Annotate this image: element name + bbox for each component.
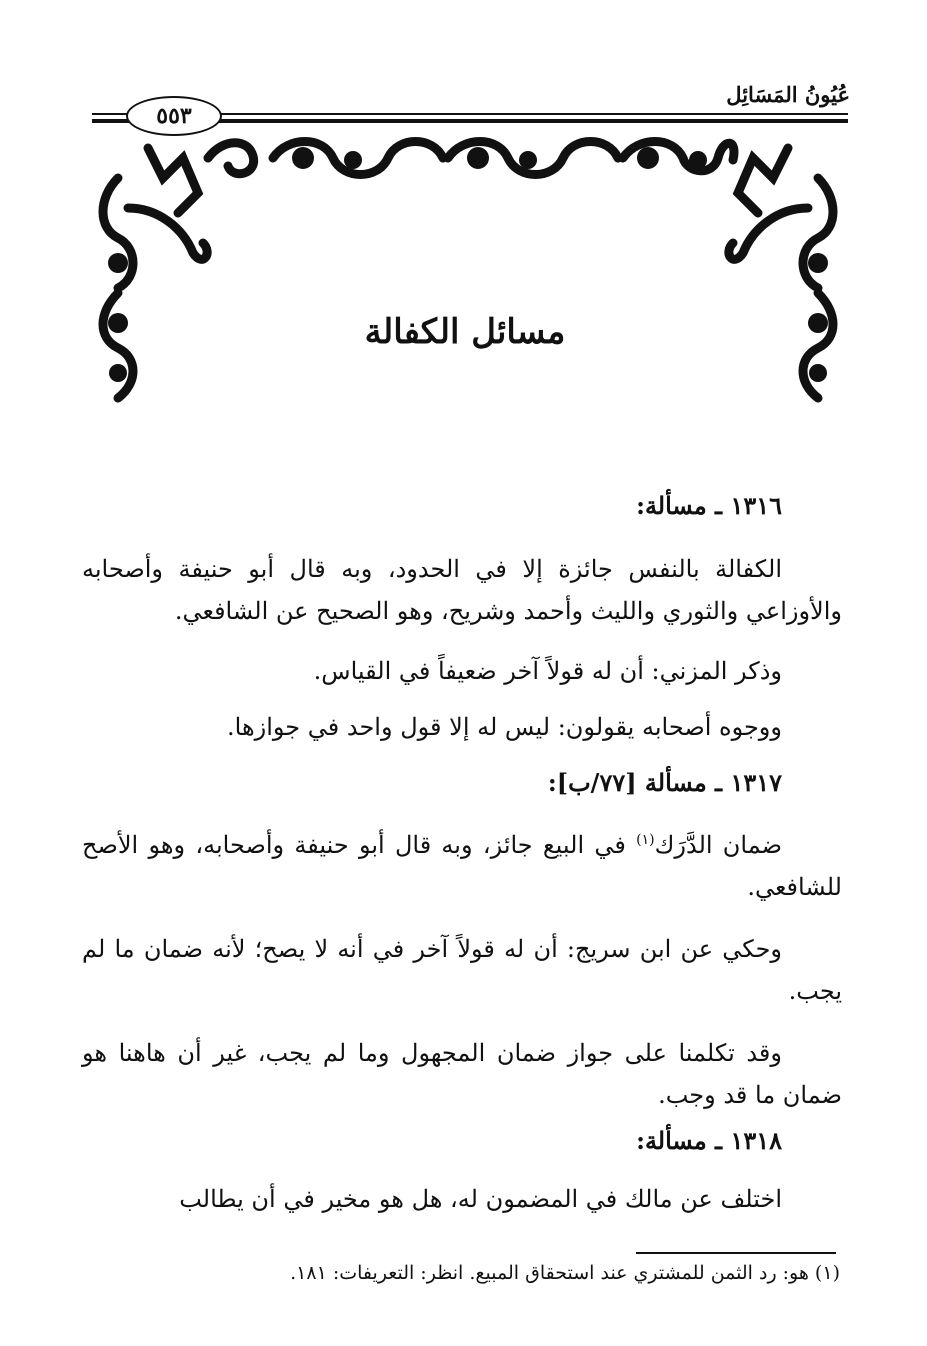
- footnote-separator: [636, 1252, 836, 1254]
- paragraph-1317-2: وحكي عن ابن سريج: أن له قولاً آخر في أنه لا يصح؛ لأنه ضمان ما لم يجب.: [82, 935, 842, 1005]
- footnote-1: (١) هو: رد الثمن للمشتري عند استحقاق المبيع. انظر: التعريفات: ١٨١.: [290, 1262, 840, 1284]
- paragraph-1317-3: وقد تكلمنا على جواز ضمان المجهول وما لم يجب، غير أن هاهنا هو ضمان ما قد وجب.: [82, 1039, 842, 1109]
- footnote-reference: (١): [636, 832, 655, 848]
- running-head-title: عُيُونُ المَسَائِل: [726, 82, 850, 107]
- page-number: ٥٥٣: [126, 96, 222, 136]
- chapter-title: مسائل الكفالة: [364, 312, 566, 352]
- issue-heading-1318: ١٣١٨ ـ مسألة:: [636, 1126, 782, 1155]
- paragraph-1318-1: اختلف عن مالك في المضمون له، هل هو مخير في أن يطالب: [179, 1185, 782, 1213]
- paragraph-1317-1-end: في البيع جائز، وبه قال أبو حنيفة وأصحابه، وهو الأصح للشافعي.: [82, 831, 842, 901]
- issue-heading-1316: ١٣١٦ ـ مسألة:: [636, 491, 782, 520]
- paragraph-1316-3: ووجوه أصحابه يقولون: ليس له إلا قول واحد في جوازها.: [227, 713, 782, 741]
- paragraph-1317-1: [82, 824, 842, 908]
- paragraph-1317-1-start: ضمان الدَّرَك: [654, 831, 782, 859]
- paragraph-1316-2: وذكر المزني: أن له قولاً آخر ضعيفاً في القياس.: [313, 657, 782, 685]
- chapter-ornament-frame-icon: [88, 118, 848, 418]
- issue-heading-1317: ١٣١٧ ـ مسألة [٧٧/ب]:: [547, 768, 782, 797]
- paragraph-1316-1: الكفالة بالنفس جائزة إلا في الحدود، وبه قال أبو حنيفة وأصحابه والأوزاعي والثوري والليث وأحمد وشريح، وهو الصحيح عن الشافعي.: [82, 555, 842, 625]
